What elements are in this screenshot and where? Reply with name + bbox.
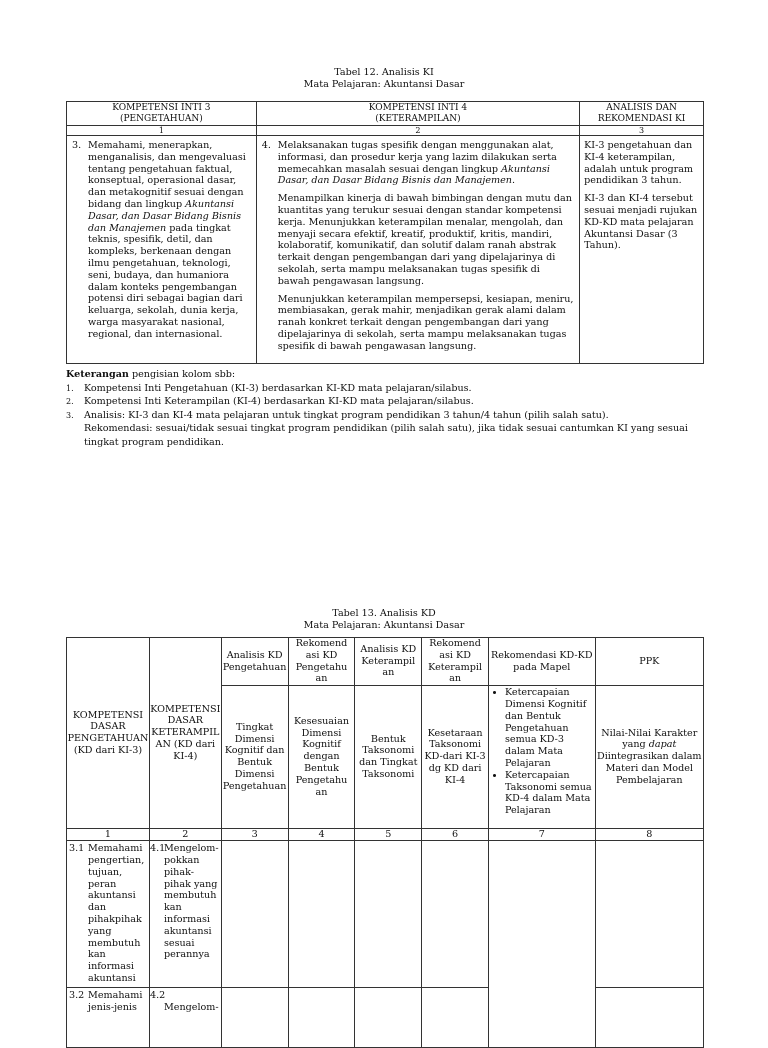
subheader-kesesuaian: Kesesuaian Dimensi Kognitif dengan Bentuk Pengetahu an [288,686,355,829]
column-number: 7 [488,829,595,841]
column-number: 8 [595,829,703,841]
empty-cell [288,988,355,1048]
table12-subject: Mata Pelajaran: Akuntansi Dasar [303,79,465,90]
table13-caption [0,608,768,632]
kd4-text: Mengelom-pokkan pihak-pihak yang membutuh kan informasi akuntansi sesuai perannya [163,843,219,961]
header-analisis-kd-pengetahuan: Analisis KD Pengetahuan [221,638,288,686]
header-rekomendasi-mapel: Rekomendasi KD-KD pada Mapel [488,638,595,686]
empty-cell [595,988,703,1048]
header-kd4: KOMPETENSI DASAR KETERAMPIL AN (KD dari KI-4) [149,638,221,829]
column-number: 2 [256,126,579,136]
kd4-cell [149,988,221,1048]
empty-cell [422,841,489,988]
ki4-cell [256,136,579,364]
empty-cell [422,988,489,1048]
header-rekomendasi-kd-pengetahuan: Rekomend asi KD Pengetahu an [288,638,355,686]
empty-cell [488,841,595,1048]
column-number: 5 [355,829,422,841]
ki4-paragraph: Menampilkan kinerja di bawah bimbingan dengan mutu dan kuantitas yang terukur sesuai dengan standar kompetensi kerja. Menunjukkan keterampilan menalar, mengolah, dan menyaji secara efektif, kreatif, produktif, kritis, mandiri, kolaboratif, komunikatif, dan solutif dalam ranah abstrak terkait dengan pengembangan dari yang dipelajarinya di sekolah, serta mampu melaksanakan tugas spesifik di bawah pengawasan langsung. [277,193,572,287]
note-item: 1. Kompetensi Inti Pengetahuan (KI-3) berdasarkan KI-KD mata pelajaran/silabus. [66,382,472,394]
kd3-cell [67,841,150,988]
header-analisis-kd-keterampilan: Analisis KD Keterampil an [355,638,422,686]
subheader-taksonomi: Bentuk Taksonomi dan Tingkat Taksonomi [355,686,422,829]
table12-title: Tabel 12. Analisis KI [334,67,434,78]
notes-heading: Keterangan pengisian kolom sbb: [66,369,236,380]
ki4-paragraph: Menunjukkan keterampilan mempersepsi, kesiapan, meniru, membiasakan, gerak mahir, menjadikan gerak alami dalam ranah konkret terkait dengan pengembangan dari yang dipelajarinya di sekolah, serta mampu melaksanakan tugas spesifik di bawah pengawasan langsung. [277,293,574,352]
analysis-cell [580,136,704,364]
kd-analysis-table [66,637,704,1048]
note-item: 2. Kompetensi Inti Keterampilan (KI-4) berdasarkan KI-KD mata pelajaran/silabus. [66,396,474,407]
header-analysis: ANALISIS DAN REKOMENDASI KI [580,102,704,126]
ki3-number: 3. [72,140,82,151]
kd3-text: Memahami jenis-jenis [88,990,143,1013]
empty-cell [221,841,288,988]
ki3-text: Memahami, menerapkan, menganalisis, dan mengevaluasi tentang pengetahuan faktual, konseptual, operasional dasar, dan metakognitif sesuai dengan bidang dan lingkup Akuntansi Dasar, dan Dasar Bidang Bisnis dan Manajemen pada tingkat teknis, spesifik, detil, dan kompleks, berkenaan dengan ilmu pengetahuan, teknologi, seni, budaya, dan humaniora dalam konteks pengembangan potensi diri sebagai bagian dari keluarga, sekolah, dunia kerja, warga masyarakat nasional, regional, dan internasional. [88,140,246,340]
ki4-number: 4. [261,140,271,151]
header-kd3: KOMPETENSI DASAR PENGETAHUAN (KD dari KI-3) [67,638,150,829]
ki3-cell [67,136,257,364]
analysis-paragraph: KI-3 dan KI-4 tersebut sesuai menjadi rujukan KD-KD mata pelajaran Akuntansi Dasar (3 Tahun). [584,193,698,252]
subheader-ketercapaian [488,686,595,829]
header-ki4: KOMPETENSI INTI 4 (KETERAMPILAN) [256,102,579,126]
kd3-number: 3.1 [69,843,85,855]
table13-title: Tabel 13. Analisis KD [332,608,436,619]
bullet-item: • Ketercapaian Dimensi Kognitif dan Bentuk Pengetahuan semua KD-3 dalam Mata Pelajaran [505,687,593,770]
ki4-paragraph: Melaksanakan tugas spesifik dengan menggunakan alat, informasi, dan prosedur kerja yang lazim dilakukan serta memecahkan masalah sesuai dengan lingkup Akuntansi Dasar, dan Dasar Bidang Bisnis dan Manajemen. [277,140,557,187]
analysis-paragraph: KI-3 pengetahuan dan KI-4 keterampilan, adalah untuk program pendidikan 3 tahun. [584,140,694,187]
bullet-item: • Ketercapaian Taksonomi semua KD-4 dalam Mata Pelajaran [505,770,593,817]
column-number: 2 [149,829,221,841]
column-number: 3 [580,126,704,136]
header-ki3: KOMPETENSI INTI 3 (PENGETAHUAN) [67,102,257,126]
empty-cell [595,841,703,988]
column-number: 1 [67,829,150,841]
note-recommendation: Rekomendasi: sesuai/tidak sesuai tingkat program pendidikan (pilih salah satu), jika tidak sesuai cantumkan KI yang sesuai tingkat program pendidikan. [84,423,688,448]
subheader-dimensi-kognitif: Tingkat Dimensi Kognitif dan Bentuk Dimensi Pengetahuan [221,686,288,829]
kd3-text: Memahami pengertian, tujuan, peran akuntansi dan pihakpihak yang membutuh kan informasi akuntansi [88,843,145,984]
header-ppk: PPK [595,638,703,686]
kd4-number: 4.2 [149,990,166,1002]
table12-caption [0,67,768,91]
header-rekomendasi-kd-keterampilan: Rekomend asi KD Keterampil an [422,638,489,686]
column-number: 1 [67,126,257,136]
kd4-cell [149,841,221,988]
kd4-number: 4.1 [149,843,166,855]
subheader-kesetaraan: Kesetaraan Taksonomi KD-dari KI-3 dg KD dari KI-4 [422,686,489,829]
column-number: 3 [221,829,288,841]
notes [66,368,706,449]
ki-analysis-table [66,101,704,364]
subheader-nilai-karakter: Nilai-Nilai Karakter yang dapat Diintegrasikan dalam Materi dan Model Pembelajaran [595,686,703,829]
empty-cell [355,841,422,988]
kd4-text: Mengelom- [163,1001,219,1013]
empty-cell [288,841,355,988]
note-item: 3. Analisis: KI-3 dan KI-4 mata pelajaran untuk tingkat program pendidikan 3 tahun/4 tahun (pilih salah satu). [66,409,609,421]
column-number: 4 [288,829,355,841]
column-number: 6 [422,829,489,841]
kd3-number: 3.2 [69,990,85,1002]
table13-subject: Mata Pelajaran: Akuntansi Dasar [303,620,465,631]
kd3-cell [67,988,150,1048]
empty-cell [221,988,288,1048]
empty-cell [355,988,422,1048]
